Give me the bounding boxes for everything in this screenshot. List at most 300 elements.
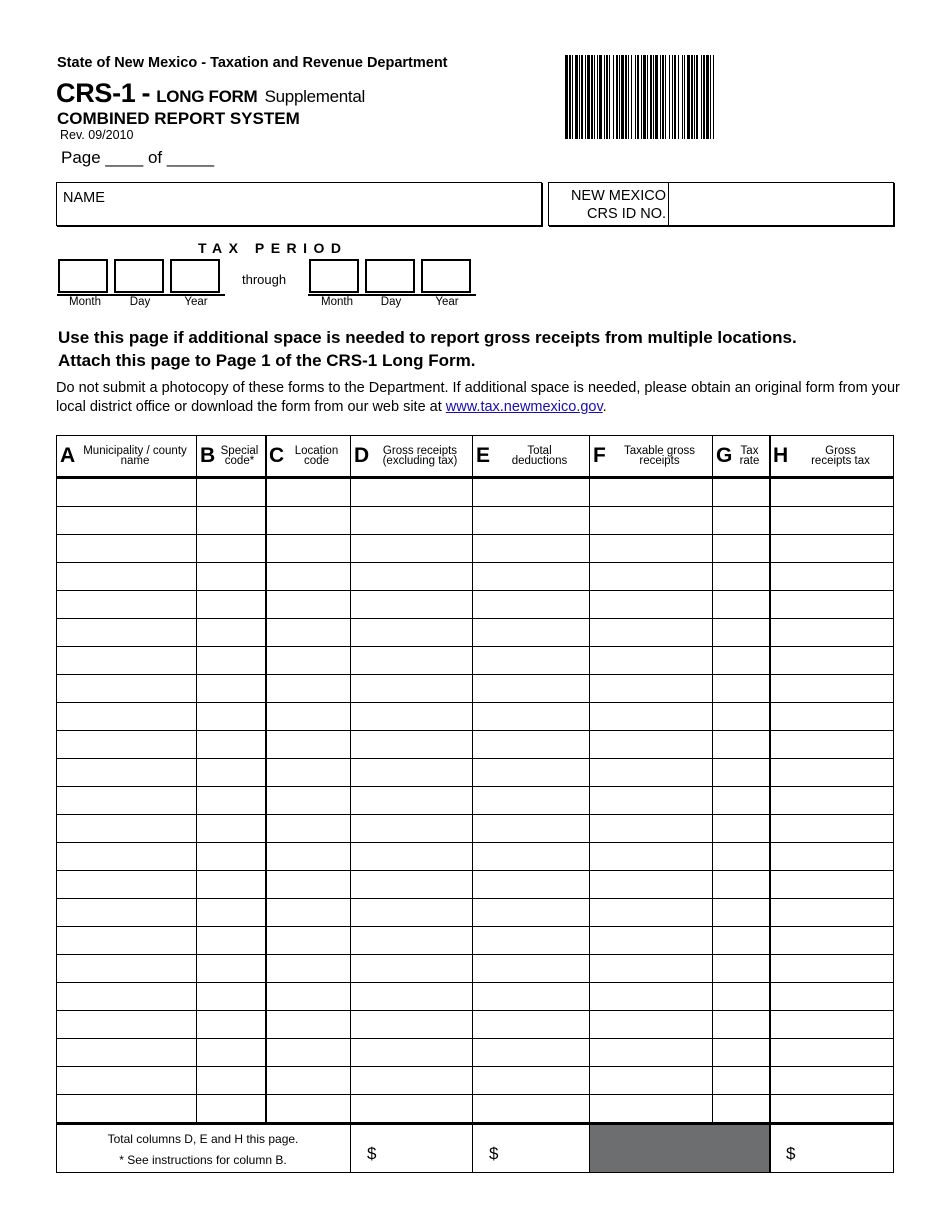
table-cell-a[interactable] [57, 619, 196, 646]
table-cell-h[interactable] [770, 1095, 894, 1122]
table-cell-e[interactable] [473, 647, 589, 674]
table-cell-c[interactable] [266, 983, 350, 1010]
barcode-bar [662, 55, 664, 139]
table-cell-c[interactable] [266, 843, 350, 870]
crs-id-field[interactable] [670, 183, 893, 225]
table-cell-f[interactable] [590, 535, 712, 562]
table-cell-f[interactable] [590, 507, 712, 534]
table-cell-g[interactable] [713, 535, 769, 562]
table-cell-a[interactable] [57, 507, 196, 534]
barcode-bar [713, 55, 714, 139]
start-year-label: Year [184, 296, 208, 308]
column-title-line1: Tax [740, 445, 759, 457]
instructions-line-1: Use this page if additional space is needed to report gross receipts from multiple locations. [58, 328, 797, 347]
table-cell-d[interactable] [351, 871, 472, 898]
table-cell-e[interactable] [473, 871, 589, 898]
table-cell-f[interactable] [590, 703, 712, 730]
column-divider [769, 435, 771, 1173]
table-cell-b[interactable] [197, 871, 265, 898]
table-cell-e[interactable] [473, 759, 589, 786]
table-cell-b[interactable] [197, 1095, 265, 1122]
table-cell-b[interactable] [197, 563, 265, 590]
table-cell-g[interactable] [713, 983, 769, 1010]
column-title [370, 446, 470, 466]
table-cell-h[interactable] [770, 759, 894, 786]
through-label: through [242, 272, 287, 287]
barcode-bar [650, 55, 652, 139]
table-cell-c[interactable] [266, 815, 350, 842]
table-cell-c[interactable] [266, 507, 350, 534]
table-cell-g[interactable] [713, 647, 769, 674]
column-b-footnote: * See instructions for column B. [119, 1153, 287, 1167]
table-cell-g[interactable] [713, 675, 769, 702]
table-cell-c[interactable] [266, 731, 350, 758]
agency-name: State of New Mexico - Taxation and Revenue Department [57, 55, 448, 71]
barcode-bar [625, 55, 627, 139]
table-cell-f[interactable] [590, 675, 712, 702]
table-cell-f[interactable] [590, 787, 712, 814]
table-cell-a[interactable] [57, 591, 196, 618]
table-cell-g[interactable] [713, 619, 769, 646]
table-cell-f[interactable] [590, 591, 712, 618]
table-cell-c[interactable] [266, 647, 350, 674]
crs-id-box [548, 182, 894, 226]
column-header-e [472, 435, 589, 477]
table-cell-c[interactable] [266, 703, 350, 730]
table-cell-b[interactable] [197, 535, 265, 562]
table-cell-d[interactable] [351, 983, 472, 1010]
table-cell-g[interactable] [713, 927, 769, 954]
table-cell-g[interactable] [713, 731, 769, 758]
barcode-bar [691, 55, 693, 139]
column-letter: A [60, 444, 76, 467]
instructions-bold [58, 326, 928, 372]
table-cell-h[interactable] [770, 591, 894, 618]
barcode-bar [569, 55, 571, 139]
table-cell-d[interactable] [351, 843, 472, 870]
table-cell-c[interactable] [266, 927, 350, 954]
table-cell-e[interactable] [473, 1011, 589, 1038]
barcode-image [565, 55, 837, 139]
barcode-bar [585, 55, 586, 139]
table-cell-h[interactable] [770, 955, 894, 982]
table-cell-a[interactable] [57, 983, 196, 1010]
table-cell-f[interactable] [590, 1095, 712, 1122]
table-cell-g[interactable] [713, 1039, 769, 1066]
table-cell-c[interactable] [266, 1039, 350, 1066]
table-cell-d[interactable] [351, 1011, 472, 1038]
total-d-field[interactable] [352, 1126, 462, 1170]
crs-id-label-line1: NEW MEXICO [570, 188, 666, 204]
column-letter: F [593, 444, 606, 467]
table-cell-f[interactable] [590, 759, 712, 786]
barcode-bar [613, 55, 614, 139]
barcode-bar [565, 55, 568, 139]
table-cell-c[interactable] [266, 591, 350, 618]
table-cell-a[interactable] [57, 1011, 196, 1038]
table-cell-e[interactable] [473, 619, 589, 646]
table-cell-c[interactable] [266, 1011, 350, 1038]
table-cell-b[interactable] [197, 899, 265, 926]
table-cell-d[interactable] [351, 899, 472, 926]
table-cell-e[interactable] [473, 787, 589, 814]
table-cell-d[interactable] [351, 759, 472, 786]
column-divider [56, 435, 57, 1173]
table-cell-a[interactable] [57, 479, 196, 506]
table-cell-d[interactable] [351, 1039, 472, 1066]
table-cell-d[interactable] [351, 479, 472, 506]
table-cell-d[interactable] [351, 955, 472, 982]
table-cell-a[interactable] [57, 815, 196, 842]
table-cell-e[interactable] [473, 479, 589, 506]
end-year-field[interactable] [421, 259, 471, 293]
table-cell-e[interactable] [473, 1039, 589, 1066]
barcode-bar [637, 55, 639, 139]
table-cell-c[interactable] [266, 619, 350, 646]
table-cell-e[interactable] [473, 591, 589, 618]
table-cell-b[interactable] [197, 1011, 265, 1038]
table-cell-g[interactable] [713, 815, 769, 842]
total-e-field[interactable] [474, 1126, 584, 1170]
barcode-bar [643, 55, 646, 139]
table-cell-b[interactable] [197, 787, 265, 814]
table-cell-h[interactable] [770, 815, 894, 842]
revision-date: Rev. 09/2010 [60, 128, 134, 142]
start-day-label: Day [129, 296, 151, 308]
table-cell-f[interactable] [590, 1011, 712, 1038]
column-title-line1: Taxable gross [624, 445, 695, 457]
table-cell-f[interactable] [590, 843, 712, 870]
table-cell-f[interactable] [590, 731, 712, 758]
barcode-bar [581, 55, 583, 139]
table-cell-h[interactable] [770, 787, 894, 814]
table-cell-e[interactable] [473, 899, 589, 926]
table-cell-e[interactable] [473, 843, 589, 870]
table-cell-a[interactable] [57, 955, 196, 982]
column-title [285, 446, 348, 466]
table-cell-g[interactable] [713, 1011, 769, 1038]
table-cell-e[interactable] [473, 927, 589, 954]
column-divider [472, 435, 473, 1173]
crs-id-label [549, 187, 666, 223]
table-cell-b[interactable] [197, 955, 265, 982]
table-cell-e[interactable] [473, 675, 589, 702]
table-cell-b[interactable] [197, 591, 265, 618]
form-id: CRS-1 [56, 78, 136, 108]
column-title-line2: (excluding tax) [382, 455, 458, 467]
end-day-label: Day [380, 296, 402, 308]
table-cell-b[interactable] [197, 507, 265, 534]
column-header-f [589, 435, 712, 477]
column-title-line1: Location [294, 445, 339, 457]
table-cell-f[interactable] [590, 815, 712, 842]
barcode-bar [701, 55, 702, 139]
table-cell-f[interactable] [590, 871, 712, 898]
barcode-bar [641, 55, 642, 139]
barcode-bar [609, 55, 610, 139]
table-cell-a[interactable] [57, 563, 196, 590]
instructions-line-2: Attach this page to Page 1 of the CRS-1 Long Form. [58, 351, 476, 370]
column-divider [265, 435, 267, 1123]
table-cell-a[interactable] [57, 1067, 196, 1094]
table-cell-h[interactable] [770, 675, 894, 702]
barcode-bar [606, 55, 608, 139]
table-cell-e[interactable] [473, 815, 589, 842]
table-cell-f[interactable] [590, 983, 712, 1010]
table-cell-c[interactable] [266, 1067, 350, 1094]
table-cell-d[interactable] [351, 927, 472, 954]
barcode-bar [604, 55, 605, 139]
column-letter: H [773, 444, 789, 467]
table-cell-h[interactable] [770, 479, 894, 506]
table-cell-c[interactable] [266, 563, 350, 590]
end-day-field[interactable] [365, 259, 415, 293]
table-cell-h[interactable] [770, 843, 894, 870]
start-month-field[interactable] [58, 259, 108, 293]
table-cell-h[interactable] [770, 619, 894, 646]
table-cell-h[interactable] [770, 563, 894, 590]
table-cell-b[interactable] [197, 1039, 265, 1066]
column-title-line1: Special [220, 445, 259, 457]
column-letter: G [716, 444, 733, 467]
table-cell-d[interactable] [351, 703, 472, 730]
table-cell-a[interactable] [57, 899, 196, 926]
table-cell-b[interactable] [197, 703, 265, 730]
table-cell-e[interactable] [473, 563, 589, 590]
table-cell-e[interactable] [473, 1067, 589, 1094]
table-cell-d[interactable] [351, 1095, 472, 1122]
table-cell-a[interactable] [57, 843, 196, 870]
table-cell-b[interactable] [197, 675, 265, 702]
table-cell-d[interactable] [351, 787, 472, 814]
table-cell-d[interactable] [351, 675, 472, 702]
table-cell-b[interactable] [197, 815, 265, 842]
table-cell-f[interactable] [590, 899, 712, 926]
table-cell-g[interactable] [713, 787, 769, 814]
table-cell-h[interactable] [770, 983, 894, 1010]
table-cell-f[interactable] [590, 1067, 712, 1094]
column-divider [893, 435, 894, 1173]
table-cell-b[interactable] [197, 479, 265, 506]
table-cell-d[interactable] [351, 591, 472, 618]
column-header-h [769, 435, 894, 477]
column-title [789, 446, 892, 466]
instructions-end: . [602, 399, 607, 415]
end-month-label: Month [321, 296, 353, 308]
table-cell-e[interactable] [473, 703, 589, 730]
column-title-line2: rate [739, 455, 760, 467]
table-cell-f[interactable] [590, 563, 712, 590]
table-cell-b[interactable] [197, 759, 265, 786]
gross-receipts-table [56, 435, 894, 1173]
table-cell-h[interactable] [770, 703, 894, 730]
column-header-b [196, 435, 265, 477]
table-cell-b[interactable] [197, 647, 265, 674]
system-title: COMBINED REPORT SYSTEM [57, 109, 300, 128]
table-cell-f[interactable] [590, 955, 712, 982]
column-divider [712, 435, 713, 1123]
column-title-line2: receipts tax [811, 455, 870, 467]
barcode-bar [579, 55, 580, 139]
table-cell-b[interactable] [197, 843, 265, 870]
column-letter: B [200, 444, 216, 467]
start-year-field[interactable] [170, 259, 220, 293]
table-cell-g[interactable] [713, 703, 769, 730]
table-cell-d[interactable] [351, 619, 472, 646]
column-header-a [56, 435, 196, 477]
column-title [732, 446, 767, 466]
total-d-dollar-sign: $ [367, 1144, 377, 1163]
table-cell-h[interactable] [770, 535, 894, 562]
column-letter: C [269, 444, 285, 467]
start-day-field[interactable] [114, 259, 164, 293]
page-number-line: Page ____ of _____ [61, 148, 215, 167]
name-field[interactable] [56, 182, 542, 226]
barcode-bar [672, 55, 673, 139]
column-divider [350, 435, 351, 1173]
column-title-line2: code* [224, 455, 255, 467]
table-cell-h[interactable] [770, 899, 894, 926]
table-cell-b[interactable] [197, 1067, 265, 1094]
table-cell-g[interactable] [713, 843, 769, 870]
column-letter: D [354, 444, 370, 467]
table-cell-e[interactable] [473, 507, 589, 534]
start-month-label: Month [69, 296, 101, 308]
column-title-line1: Municipality / county [83, 445, 187, 457]
table-cell-g[interactable] [713, 563, 769, 590]
barcode-bar [684, 55, 685, 139]
supplemental-label: Supplemental [264, 87, 365, 106]
table-cell-e[interactable] [473, 1095, 589, 1122]
table-cell-f[interactable] [590, 647, 712, 674]
barcode-bar [619, 55, 620, 139]
website-link[interactable]: www.tax.newmexico.gov [445, 399, 603, 415]
table-cell-g[interactable] [713, 955, 769, 982]
table-cell-h[interactable] [770, 731, 894, 758]
column-title-line1: Total [527, 445, 552, 457]
table-cell-h[interactable] [770, 507, 894, 534]
tax-period-title: TAX PERIOD [198, 240, 348, 256]
table-cell-e[interactable] [473, 983, 589, 1010]
column-header-c [265, 435, 350, 477]
barcode-bar [635, 55, 636, 139]
table-cell-d[interactable] [351, 535, 472, 562]
table-cell-e[interactable] [473, 731, 589, 758]
table-cell-g[interactable] [713, 899, 769, 926]
table-cell-h[interactable] [770, 647, 894, 674]
barcode-bar [687, 55, 690, 139]
column-title-line2: deductions [511, 455, 568, 467]
total-e-dollar-sign: $ [489, 1144, 499, 1163]
table-cell-f[interactable] [590, 927, 712, 954]
barcode-bar [647, 55, 648, 139]
table-cell-a[interactable] [57, 787, 196, 814]
table-cell-g[interactable] [713, 1067, 769, 1094]
table-cell-a[interactable] [57, 535, 196, 562]
table-cell-a[interactable] [57, 731, 196, 758]
barcode-bar [696, 55, 698, 139]
form-title [56, 78, 365, 109]
table-cell-c[interactable] [266, 1095, 350, 1122]
barcode-bar [631, 55, 632, 139]
table-cell-a[interactable] [57, 1039, 196, 1066]
table-cell-c[interactable] [266, 955, 350, 982]
column-title [492, 446, 587, 466]
table-cell-a[interactable] [57, 675, 196, 702]
total-h-field[interactable] [771, 1126, 881, 1170]
table-cell-c[interactable] [266, 871, 350, 898]
table-cell-c[interactable] [266, 535, 350, 562]
table-cell-g[interactable] [713, 1095, 769, 1122]
taxable-total-shaded-cell [590, 1125, 769, 1172]
table-cell-g[interactable] [713, 479, 769, 506]
barcode-bar [621, 55, 624, 139]
table-cell-h[interactable] [770, 1067, 894, 1094]
table-cell-h[interactable] [770, 871, 894, 898]
table-cell-b[interactable] [197, 927, 265, 954]
table-cell-f[interactable] [590, 619, 712, 646]
table-cell-e[interactable] [473, 535, 589, 562]
barcode-bar [678, 55, 679, 139]
barcode-bar [575, 55, 578, 139]
barcode-bar [655, 55, 658, 139]
table-cell-a[interactable] [57, 703, 196, 730]
table-cell-a[interactable] [57, 759, 196, 786]
totals-label: Total columns D, E and H this page. [107, 1132, 299, 1146]
table-cell-a[interactable] [57, 927, 196, 954]
table-cell-h[interactable] [770, 1011, 894, 1038]
table-cell-a[interactable] [57, 871, 196, 898]
table-cell-h[interactable] [770, 1039, 894, 1066]
table-cell-b[interactable] [197, 619, 265, 646]
column-title-line2: code [304, 455, 329, 467]
table-cell-c[interactable] [266, 899, 350, 926]
table-cell-c[interactable] [266, 787, 350, 814]
table-cell-g[interactable] [713, 507, 769, 534]
table-cell-c[interactable] [266, 479, 350, 506]
table-cell-d[interactable] [351, 815, 472, 842]
table-cell-d[interactable] [351, 647, 472, 674]
table-cell-c[interactable] [266, 675, 350, 702]
table-cell-a[interactable] [57, 647, 196, 674]
table-cell-b[interactable] [197, 983, 265, 1010]
crs-id-label-line2: CRS ID NO. [587, 206, 666, 222]
table-cell-a[interactable] [57, 1095, 196, 1122]
table-cell-d[interactable] [351, 731, 472, 758]
table-cell-e[interactable] [473, 955, 589, 982]
table-cell-g[interactable] [713, 591, 769, 618]
end-month-field[interactable] [309, 259, 359, 293]
table-cell-c[interactable] [266, 759, 350, 786]
table-cell-d[interactable] [351, 507, 472, 534]
table-cell-g[interactable] [713, 871, 769, 898]
form-title-dash: - [141, 78, 151, 108]
barcode-bar [572, 55, 573, 139]
barcode-bar [599, 55, 602, 139]
barcode-bar [628, 55, 629, 139]
crs-id-divider [668, 183, 669, 225]
barcode-bar [587, 55, 590, 139]
table-cell-d[interactable] [351, 1067, 472, 1094]
barcode-bar [674, 55, 676, 139]
barcode-bar [591, 55, 593, 139]
table-cell-h[interactable] [770, 927, 894, 954]
table-cell-g[interactable] [713, 759, 769, 786]
table-cell-d[interactable] [351, 563, 472, 590]
table-cell-f[interactable] [590, 1039, 712, 1066]
table-cell-f[interactable] [590, 479, 712, 506]
table-cell-b[interactable] [197, 731, 265, 758]
